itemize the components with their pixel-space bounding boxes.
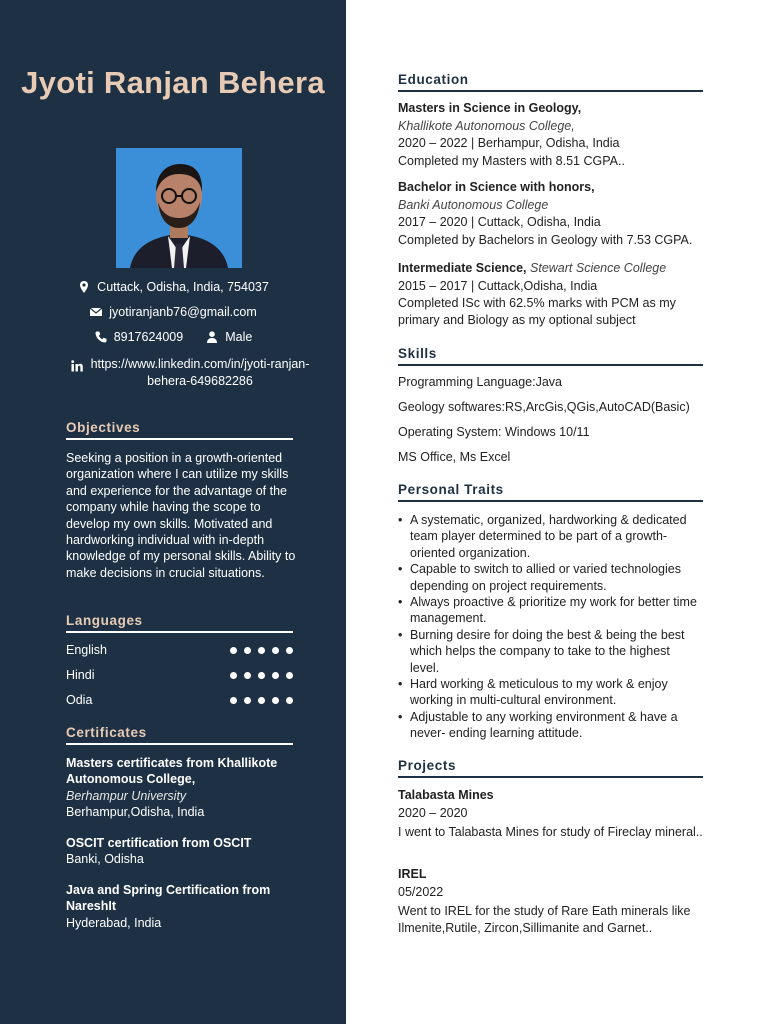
education-desc: Completed my Masters with 8.51 CGPA..: [398, 153, 625, 168]
level-dot: [258, 647, 265, 654]
email-link[interactable]: jyotiranjanb76@gmail.com: [109, 305, 257, 319]
language-row: [66, 693, 293, 711]
language-row: [66, 643, 293, 661]
certificates-heading: Certificates: [66, 725, 293, 745]
project-item: [398, 787, 703, 841]
certificate-item: [66, 882, 298, 931]
project-desc: I went to Talabasta Mines for study of Fireclay mineral..: [398, 825, 703, 840]
certificate-item: [66, 835, 298, 868]
person-portrait-icon: [116, 148, 242, 268]
language-level-dots: [230, 697, 293, 704]
education-school: Banki Autonomous College: [398, 197, 549, 212]
location-text: Cuttack, Odisha, India, 754037: [97, 280, 269, 294]
contact-location: [0, 280, 346, 294]
education-meta: 2015 – 2017 | Cuttack,Odisha, India: [398, 278, 598, 293]
level-dot: [258, 697, 265, 704]
candidate-name: Jyoti Ranjan Behera: [21, 65, 325, 100]
language-level-dots: [230, 647, 293, 654]
contact-email: [0, 305, 346, 319]
objectives-text: Seeking a position in a growth-oriented organization where I can utilize my skills and experience for the advantage of the company while having the scope to develop my own skills. Motivated and hardworking individual with in-depth knowledge of my personal skills. Ability to make decisions in crucial situations.: [66, 451, 296, 580]
trait-item: • Always proactive & prioritize my work for better time management.: [398, 594, 698, 627]
level-dot: [244, 697, 251, 704]
level-dot: [286, 647, 293, 654]
language-level-dots: [230, 672, 293, 679]
education-meta: 2017 – 2020 | Cuttack, Odisha, India: [398, 215, 601, 230]
projects-heading: Projects: [398, 758, 703, 778]
project-title: Talabasta Mines: [398, 788, 494, 802]
certificate-place: Hyderabad, India: [66, 915, 162, 930]
certificate-place: Banki, Odisha: [66, 852, 144, 867]
project-date: 05/2022: [398, 884, 444, 899]
contact-phone-gender: [0, 330, 346, 344]
project-title: IREL: [398, 867, 427, 881]
level-dot: [272, 697, 279, 704]
level-dot: [258, 672, 265, 679]
certificate-title: Java and Spring Certification from NareshIt: [66, 883, 271, 914]
level-dot: [286, 672, 293, 679]
education-school: Stewart Science College: [530, 261, 667, 275]
trait-item: • Adjustable to any working environment & have a never- ending learning attitude.: [398, 709, 698, 742]
personal-traits-list: [398, 512, 698, 742]
level-dot: [230, 647, 237, 654]
education-item: [398, 179, 703, 249]
education-meta: 2020 – 2022 | Berhampur, Odisha, India: [398, 136, 620, 151]
trait-item: • A systematic, organized, hardworking & dedicated team player determined to be part of a growth-oriented organization.: [398, 512, 698, 561]
linkedin-link[interactable]: https://www.linkedin.com/in/jyoti-ranjan-behera-649682286: [90, 357, 310, 388]
trait-item: • Hard working & meticulous to my work & enjoy working in multi-cultural environment.: [398, 676, 698, 709]
education-item: [398, 260, 703, 328]
skill-item: Operating System: Windows 10/11: [398, 425, 590, 439]
project-item: [398, 866, 703, 936]
language-row: [66, 668, 293, 686]
education-degree: Bachelor in Science with honors,: [398, 180, 595, 194]
level-dot: [286, 697, 293, 704]
language-name: English: [66, 643, 107, 657]
certificate-org: Berhampur University: [66, 788, 187, 803]
certificate-title: Masters certificates from Khallikote Autonomous College,: [66, 756, 278, 787]
education-desc: Completed by Bachelors in Geology with 7.53 CGPA.: [398, 232, 693, 247]
phone-icon: [94, 330, 108, 344]
phone-text[interactable]: 8917624009: [113, 330, 184, 344]
trait-item: • Burning desire for doing the best & being the best which helps the company to take to the highest level.: [398, 627, 698, 676]
gender-text: Male: [225, 330, 253, 344]
linkedin-icon: [70, 359, 84, 373]
level-dot: [230, 697, 237, 704]
education-degree: Intermediate Science,: [398, 261, 527, 275]
trait-item: • Capable to switch to allied or varied technologies depending on project requirements.: [398, 561, 698, 594]
certificate-item: [66, 755, 298, 821]
education-heading: Education: [398, 72, 703, 92]
project-desc: Went to IREL for the study of Rare Eath minerals like Ilmenite,Rutile, Zircon,Sillimanite and Garnet..: [398, 904, 691, 935]
profile-photo: [116, 148, 242, 268]
project-date: 2020 – 2020: [398, 805, 468, 820]
skill-item: Geology softwares:RS,ArcGis,QGis,AutoCAD(Basic): [398, 400, 690, 414]
skill-item: Programming Language:Java: [398, 375, 562, 389]
skills-heading: Skills: [398, 346, 703, 366]
location-pin-icon: [77, 280, 91, 294]
education-desc: Completed ISc with 62.5% marks with PCM as my primary and Biology as my optional subject: [398, 296, 676, 327]
level-dot: [272, 672, 279, 679]
contact-linkedin: [70, 356, 310, 390]
mail-icon: [89, 305, 103, 319]
languages-heading: Languages: [66, 613, 293, 633]
level-dot: [230, 672, 237, 679]
level-dot: [244, 647, 251, 654]
skill-item: MS Office, Ms Excel: [398, 450, 511, 464]
language-name: Odia: [66, 693, 93, 707]
certificate-place: Berhampur,Odisha, India: [66, 805, 205, 820]
education-item: [398, 100, 703, 170]
language-name: Hindi: [66, 668, 95, 682]
certificate-title: OSCIT certification from OSCIT: [66, 836, 252, 850]
education-school: Khallikote Autonomous College,: [398, 118, 575, 133]
level-dot: [272, 647, 279, 654]
person-icon: [205, 330, 219, 344]
sidebar: [0, 0, 346, 1024]
personal-traits-heading: Personal Traits: [398, 482, 703, 502]
objectives-heading: Objectives: [66, 420, 293, 440]
education-degree: Masters in Science in Geology,: [398, 101, 582, 115]
level-dot: [244, 672, 251, 679]
